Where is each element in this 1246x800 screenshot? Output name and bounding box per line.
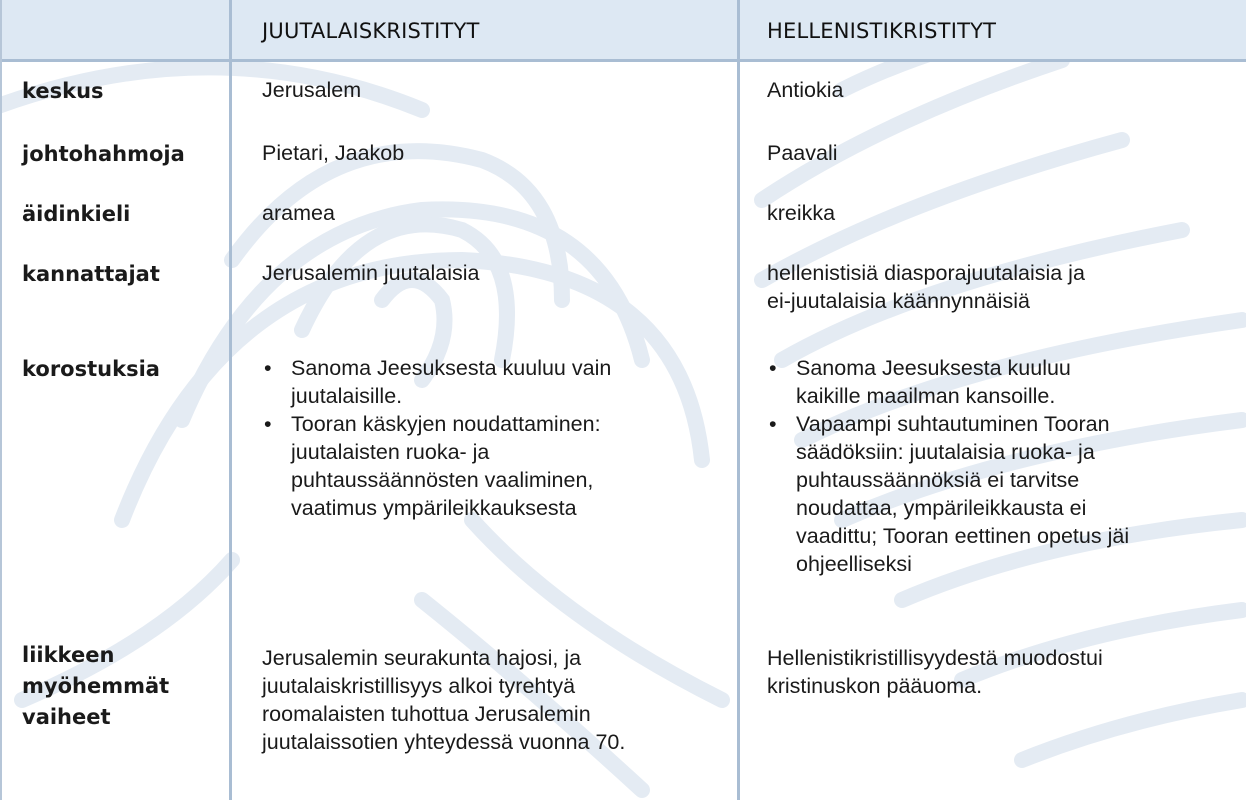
bullet-item	[262, 354, 611, 410]
text-line: • Vapaampi suhtautuminen Tooran	[796, 412, 1110, 436]
text-line: Jerusalemin seurakunta hajosi, ja	[262, 646, 582, 670]
label-line: myöhemmät	[22, 674, 170, 698]
cell-aidinkieli-hellenisti: kreikka	[767, 201, 836, 225]
text-line: hellenistisiä diasporajuutalaisia ja	[767, 261, 1085, 285]
bullet-item	[767, 410, 1129, 578]
text-line: kristinuskon pääuoma.	[767, 674, 983, 698]
cell-johtohahmoja-hellenisti: Paavali	[767, 141, 838, 165]
column-divider-2-header	[737, 0, 740, 62]
cell-keskus-hellenisti: Antiokia	[767, 78, 844, 102]
text-line: vaatimus ympärileikkauksesta	[291, 496, 577, 520]
row-label-kannattajat: kannattajat	[22, 262, 160, 286]
text-line: roomalaisten tuhottua Jerusalemin	[262, 702, 591, 726]
text-line: juutalaisille.	[291, 384, 403, 408]
column-divider-1	[229, 0, 232, 800]
text-line: • Tooran käskyjen noudattaminen:	[291, 412, 601, 436]
row-label-liikkeen-myohemmat-vaiheet	[22, 640, 169, 733]
row-label-johtohahmoja: johtohahmoja	[22, 142, 185, 166]
text-line: puhtaussäännösten vaaliminen,	[291, 468, 594, 492]
header-juutalaiskristityt: JUUTALAISKRISTITYT	[262, 19, 480, 43]
text-line: juutalaisten ruoka- ja	[291, 440, 490, 464]
text-line: ei-juutalaisia käännynnäisiä	[767, 289, 1030, 313]
cell-liikkeen-hellenisti	[767, 644, 1103, 700]
row-label-korostuksia: korostuksia	[22, 357, 160, 381]
cell-kannattajat-hellenisti	[767, 259, 1085, 315]
label-line: liikkeen	[22, 643, 115, 667]
label-line: vaiheet	[22, 705, 111, 729]
cell-johtohahmoja-juutalais: Pietari, Jaakob	[262, 141, 405, 165]
text-line: ohjeelliseksi	[796, 552, 912, 576]
row-label-aidinkieli: äidinkieli	[22, 202, 131, 226]
cell-korostuksia-juutalais	[262, 354, 611, 522]
text-line: noudattaa, ympärileikkausta ei	[796, 496, 1087, 520]
text-line: puhtaussäännöksiä ei tarvitse	[796, 468, 1080, 492]
column-divider-2	[737, 0, 740, 800]
column-divider-1-header	[229, 0, 232, 62]
text-line: juutalaiskristillisyys alkoi tyrehtyä	[262, 674, 576, 698]
text-line: säädöksiin: juutalaisia ruoka- ja	[796, 440, 1095, 464]
bullet-item	[262, 410, 611, 522]
bullet-item	[767, 354, 1129, 410]
text-line: kaikille maailman kansoille.	[796, 384, 1056, 408]
cell-aidinkieli-juutalais: aramea	[262, 201, 335, 225]
cell-korostuksia-hellenisti	[767, 354, 1129, 578]
text-line: • Sanoma Jeesuksesta kuuluu vain	[291, 356, 612, 380]
header-hellenistikristityt: HELLENISTIKRISTITYT	[767, 19, 997, 43]
row-label-keskus: keskus	[22, 79, 104, 103]
table-header	[2, 0, 1246, 62]
text-line: vaadittu; Tooran eettinen opetus jäi	[796, 524, 1130, 548]
text-line: Hellenistikristillisyydestä muodostui	[767, 646, 1103, 670]
cell-keskus-juutalais: Jerusalem	[262, 78, 362, 102]
text-line: juutalaissotien yhteydessä vuonna 70.	[262, 730, 626, 754]
cell-kannattajat-juutalais: Jerusalemin juutalaisia	[262, 261, 480, 285]
text-line: • Sanoma Jeesuksesta kuuluu	[796, 356, 1071, 380]
cell-liikkeen-juutalais	[262, 644, 625, 756]
